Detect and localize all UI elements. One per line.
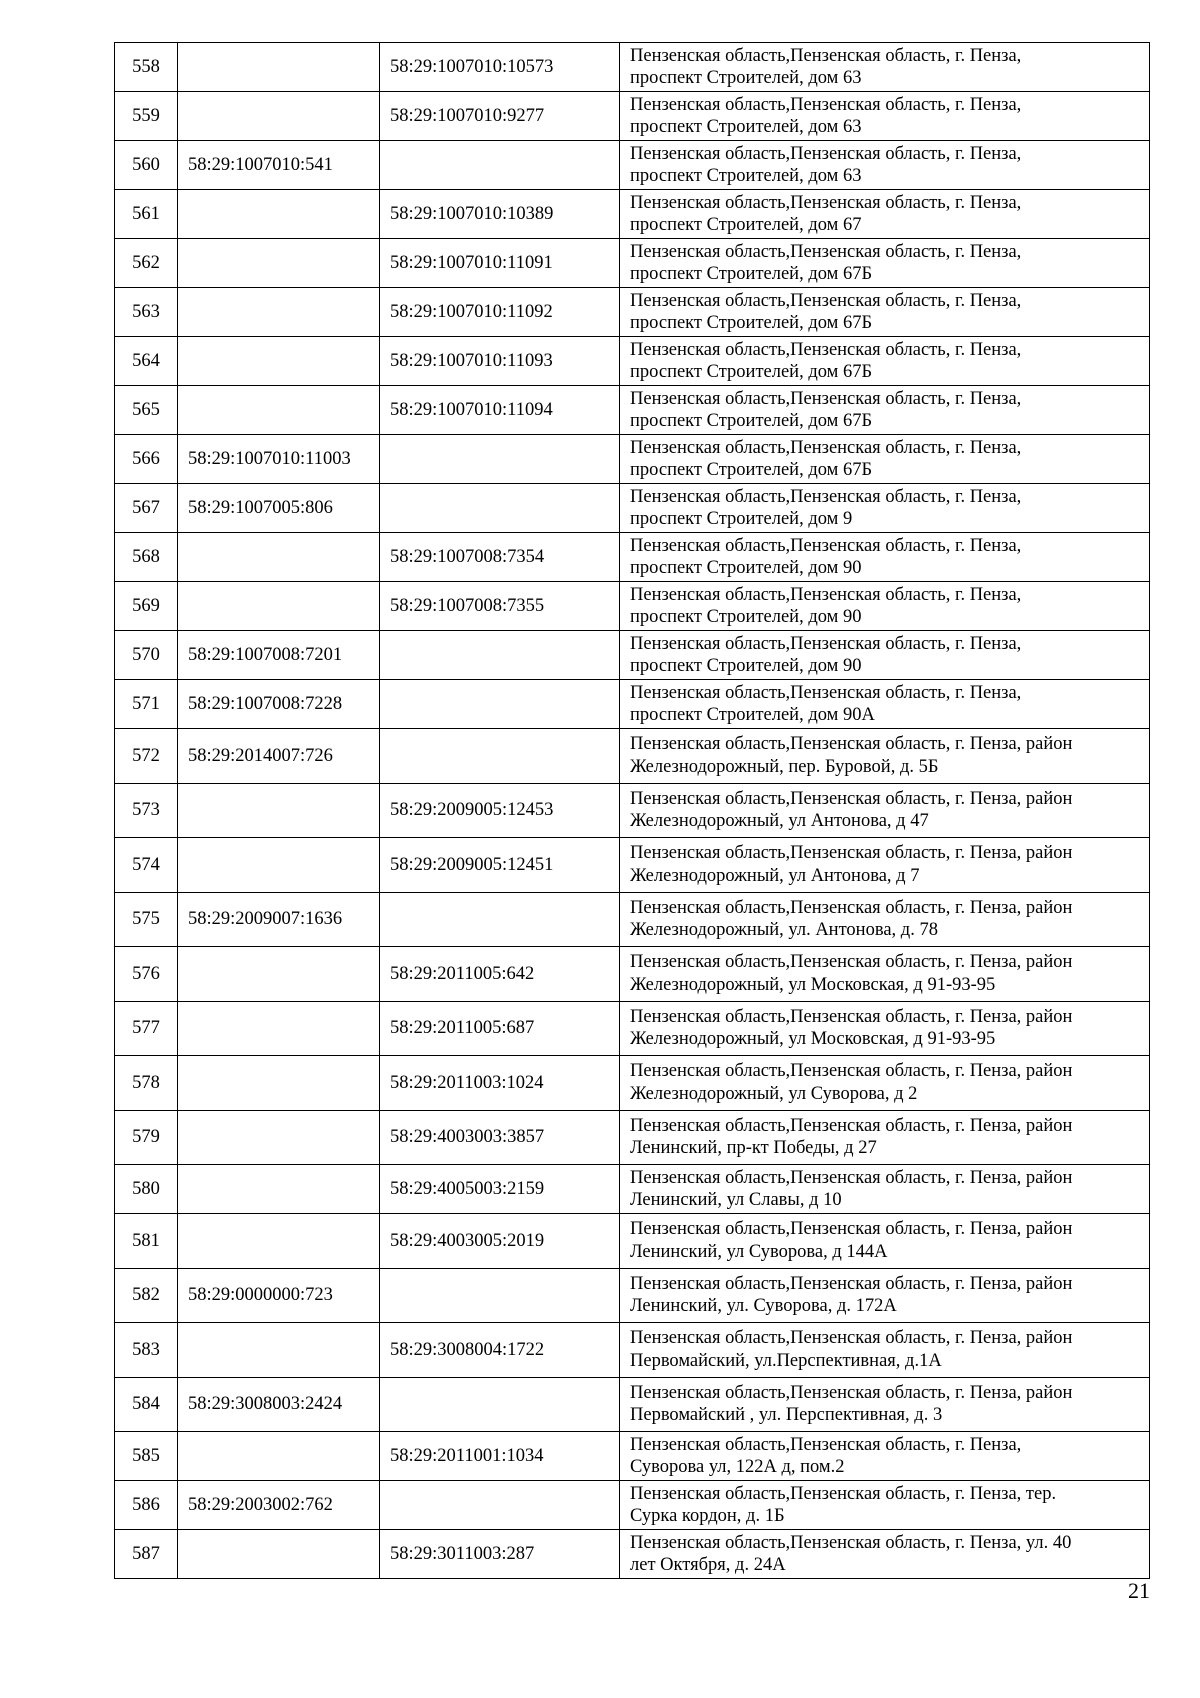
table-row xyxy=(115,1214,1150,1269)
address-line: Пензенская область,Пензенская область, г. Пенза, район xyxy=(630,1382,1073,1403)
cadastral-number-cell-alt: 58:29:1007010:11094 xyxy=(380,386,620,435)
row-number-cell: 566 xyxy=(115,435,178,484)
address-cell xyxy=(620,92,1150,141)
row-number-cell: 581 xyxy=(115,1214,178,1269)
address-line: Суворова ул, 122А д, пом.2 xyxy=(630,1457,845,1477)
table-row xyxy=(115,92,1150,141)
table-row xyxy=(115,141,1150,190)
cadastral-number-cell xyxy=(178,1530,380,1579)
page-number: 21 xyxy=(1128,1578,1150,1603)
cadastral-number-cell-alt xyxy=(380,680,620,729)
cadastral-number-cell-alt xyxy=(380,729,620,784)
address-line: Пензенская область,Пензенская область, г. Пенза, xyxy=(630,94,1022,115)
cadastral-number-cell xyxy=(178,92,380,141)
address-line: Пензенская область,Пензенская область, г. Пенза, район xyxy=(630,734,1073,755)
address-line: Ленинский, пр-кт Победы, д 27 xyxy=(630,1138,877,1159)
cadastral-number-cell-alt: 58:29:1007010:11091 xyxy=(380,239,620,288)
address-line: Пензенская область,Пензенская область, г. Пенза, район xyxy=(630,952,1073,973)
address-line: проспект Строителей, дом 90 xyxy=(630,558,862,578)
cadastral-number-cell-alt: 58:29:3011003:287 xyxy=(380,1530,620,1579)
row-number-cell: 568 xyxy=(115,533,178,582)
table-row xyxy=(115,239,1150,288)
cadastral-number-cell xyxy=(178,190,380,239)
cadastral-number-cell-alt: 58:29:1007010:10389 xyxy=(380,190,620,239)
address-line: Пензенская область,Пензенская область, г. Пенза, xyxy=(630,633,1022,654)
address-line: Железнодорожный, ул Московская, д 91-93-95 xyxy=(630,974,996,995)
address-line: Пензенская область,Пензенская область, г. Пенза, район xyxy=(630,1167,1073,1188)
table-row xyxy=(115,1165,1150,1214)
cadastral-number-cell xyxy=(178,337,380,386)
address-line: проспект Строителей, дом 63 xyxy=(630,117,862,137)
cadastral-number-cell: 58:29:2009007:1636 xyxy=(178,892,380,947)
table-body xyxy=(115,43,1150,1579)
address-line: Железнодорожный, ул. Антонова, д. 78 xyxy=(630,920,938,941)
table-row xyxy=(115,631,1150,680)
address-line: проспект Строителей, дом 90 xyxy=(630,607,862,627)
row-number-cell: 582 xyxy=(115,1268,178,1323)
row-number-cell: 571 xyxy=(115,680,178,729)
address-line: Первомайский, ул.Перспективная, д.1А xyxy=(630,1350,942,1371)
row-number-cell: 580 xyxy=(115,1165,178,1214)
address-cell xyxy=(620,582,1150,631)
cadastral-number-cell xyxy=(178,783,380,838)
address-cell xyxy=(620,947,1150,1002)
row-number-cell: 564 xyxy=(115,337,178,386)
table-row xyxy=(115,435,1150,484)
cadastral-number-cell xyxy=(178,1110,380,1165)
address-cell xyxy=(620,141,1150,190)
cadastral-number-cell-alt xyxy=(380,1481,620,1530)
address-line: Ленинский, ул Славы, д 10 xyxy=(630,1190,842,1210)
address-line: проспект Строителей, дом 9 xyxy=(630,509,853,529)
cadastral-number-cell-alt xyxy=(380,435,620,484)
address-line: Пензенская область,Пензенская область, г. Пенза, xyxy=(630,437,1022,458)
address-line: Железнодорожный, ул Антонова, д 47 xyxy=(630,811,929,832)
address-cell xyxy=(620,239,1150,288)
address-line: проспект Строителей, дом 67Б xyxy=(630,411,873,431)
address-line: проспект Строителей, дом 67Б xyxy=(630,362,873,382)
address-line: проспект Строителей, дом 67Б xyxy=(630,264,873,284)
address-cell xyxy=(620,43,1150,92)
address-cell xyxy=(620,288,1150,337)
cadastral-number-cell xyxy=(178,1432,380,1481)
address-line: Пензенская область,Пензенская область, г. Пенза, xyxy=(630,143,1022,164)
address-line: Пензенская область,Пензенская область, г. Пенза, xyxy=(630,584,1022,605)
cadastral-number-cell: 58:29:2003002:762 xyxy=(178,1481,380,1530)
cadastral-number-cell-alt: 58:29:1007010:10573 xyxy=(380,43,620,92)
table-row xyxy=(115,386,1150,435)
address-cell xyxy=(620,386,1150,435)
cadastral-number-cell-alt xyxy=(380,1377,620,1432)
row-number-cell: 559 xyxy=(115,92,178,141)
address-line: Железнодорожный, пер. Буровой, д. 5Б xyxy=(630,756,939,777)
table-row xyxy=(115,533,1150,582)
table-row xyxy=(115,838,1150,893)
cadastral-number-cell xyxy=(178,288,380,337)
table-row xyxy=(115,288,1150,337)
row-number-cell: 583 xyxy=(115,1323,178,1378)
row-number-cell: 573 xyxy=(115,783,178,838)
address-line: проспект Строителей, дом 90 xyxy=(630,656,862,676)
address-cell xyxy=(620,484,1150,533)
address-line: Пензенская область,Пензенская область, г. Пенза, район xyxy=(630,1006,1073,1027)
address-line: проспект Строителей, дом 67Б xyxy=(630,460,873,480)
row-number-cell: 572 xyxy=(115,729,178,784)
cadastral-number-cell-alt: 58:29:4003005:2019 xyxy=(380,1214,620,1269)
address-line: Пензенская область,Пензенская область, г. Пенза, ул. 40 xyxy=(630,1532,1072,1553)
row-number-cell: 575 xyxy=(115,892,178,947)
row-number-cell: 565 xyxy=(115,386,178,435)
cadastral-number-cell-alt: 58:29:3008004:1722 xyxy=(380,1323,620,1378)
address-line: Пензенская область,Пензенская область, г. Пенза, район xyxy=(630,1061,1073,1082)
table-row xyxy=(115,484,1150,533)
address-line: Пензенская область,Пензенская область, г. Пенза, xyxy=(630,1434,1022,1455)
row-number-cell: 578 xyxy=(115,1056,178,1111)
cadastral-number-cell-alt: 58:29:1007010:11092 xyxy=(380,288,620,337)
cadastral-number-cell xyxy=(178,533,380,582)
cadastral-number-cell-alt: 58:29:4003003:3857 xyxy=(380,1110,620,1165)
address-cell xyxy=(620,1110,1150,1165)
address-line: проспект Строителей, дом 90А xyxy=(630,705,875,725)
table-row xyxy=(115,729,1150,784)
table-row xyxy=(115,1481,1150,1530)
table-row xyxy=(115,680,1150,729)
address-line: проспект Строителей, дом 67 xyxy=(630,215,862,235)
address-cell xyxy=(620,631,1150,680)
cadastral-number-cell: 58:29:1007008:7201 xyxy=(178,631,380,680)
table-row xyxy=(115,190,1150,239)
address-cell xyxy=(620,1323,1150,1378)
cadastral-number-cell-alt xyxy=(380,484,620,533)
cadastral-number-cell xyxy=(178,1323,380,1378)
address-line: Пензенская область,Пензенская область, г. Пенза, xyxy=(630,192,1022,213)
cadastral-number-cell xyxy=(178,1214,380,1269)
cadastral-number-cell-alt: 58:29:1007010:9277 xyxy=(380,92,620,141)
row-number-cell: 574 xyxy=(115,838,178,893)
address-cell xyxy=(620,680,1150,729)
table-row xyxy=(115,1056,1150,1111)
cadastral-number-cell-alt: 58:29:2011003:1024 xyxy=(380,1056,620,1111)
table-row xyxy=(115,1001,1150,1056)
cadastral-number-cell-alt: 58:29:2009005:12453 xyxy=(380,783,620,838)
address-line: Пензенская область,Пензенская область, г. Пенза, район xyxy=(630,1115,1073,1136)
address-line: Пензенская область,Пензенская область, г. Пенза, район xyxy=(630,1328,1073,1349)
row-number-cell: 570 xyxy=(115,631,178,680)
cadastral-number-cell xyxy=(178,838,380,893)
address-line: Железнодорожный, ул Московская, д 91-93-95 xyxy=(630,1029,996,1050)
address-line: Пензенская область,Пензенская область, г. Пенза, xyxy=(630,241,1022,262)
address-line: Пензенская область,Пензенская область, г. Пенза, xyxy=(630,682,1022,703)
address-line: Пензенская область,Пензенская область, г. Пенза, район xyxy=(630,1219,1073,1240)
address-cell xyxy=(620,1001,1150,1056)
cadastral-number-cell: 58:29:1007010:541 xyxy=(178,141,380,190)
address-cell xyxy=(620,892,1150,947)
cadastral-number-cell xyxy=(178,582,380,631)
cadastral-number-cell: 58:29:1007005:806 xyxy=(178,484,380,533)
cadastral-number-cell-alt: 58:29:1007010:11093 xyxy=(380,337,620,386)
cadastral-number-cell-alt: 58:29:2011005:642 xyxy=(380,947,620,1002)
address-cell xyxy=(620,1056,1150,1111)
table-row xyxy=(115,582,1150,631)
address-line: Пензенская область,Пензенская область, г. Пенза, тер. xyxy=(630,1483,1057,1504)
row-number-cell: 561 xyxy=(115,190,178,239)
table-row xyxy=(115,1268,1150,1323)
address-cell xyxy=(620,783,1150,838)
address-line: Пензенская область,Пензенская область, г. Пенза, район xyxy=(630,843,1073,864)
address-cell xyxy=(620,337,1150,386)
address-line: лет Октября, д. 24А xyxy=(630,1555,786,1575)
row-number-cell: 586 xyxy=(115,1481,178,1530)
cadastral-number-cell: 58:29:3008003:2424 xyxy=(178,1377,380,1432)
cadastral-number-cell-alt: 58:29:2009005:12451 xyxy=(380,838,620,893)
cadastral-number-cell-alt: 58:29:2011005:687 xyxy=(380,1001,620,1056)
table-row xyxy=(115,337,1150,386)
address-cell xyxy=(620,435,1150,484)
cadastral-number-cell-alt: 58:29:1007008:7355 xyxy=(380,582,620,631)
address-line: Пензенская область,Пензенская область, г. Пенза, xyxy=(630,290,1022,311)
table-row xyxy=(115,1323,1150,1378)
address-line: Пензенская область,Пензенская область, г. Пенза, район xyxy=(630,1273,1073,1294)
address-line: Пензенская область,Пензенская область, г. Пенза, xyxy=(630,486,1022,507)
row-number-cell: 560 xyxy=(115,141,178,190)
table-row xyxy=(115,947,1150,1002)
row-number-cell: 567 xyxy=(115,484,178,533)
row-number-cell: 579 xyxy=(115,1110,178,1165)
table-row xyxy=(115,1377,1150,1432)
table-row xyxy=(115,783,1150,838)
address-line: Ленинский, ул. Суворова, д. 172А xyxy=(630,1296,897,1317)
cadastral-number-cell-alt xyxy=(380,631,620,680)
row-number-cell: 562 xyxy=(115,239,178,288)
table-row xyxy=(115,43,1150,92)
address-cell xyxy=(620,838,1150,893)
table-row xyxy=(115,892,1150,947)
cadastral-number-cell xyxy=(178,386,380,435)
address-cell xyxy=(620,1481,1150,1530)
cadastral-number-cell xyxy=(178,239,380,288)
address-line: Первомайский , ул. Перспективная, д. 3 xyxy=(630,1405,943,1426)
table-row xyxy=(115,1432,1150,1481)
row-number-cell: 563 xyxy=(115,288,178,337)
address-cell xyxy=(620,1268,1150,1323)
address-cell xyxy=(620,1165,1150,1214)
address-cell xyxy=(620,1432,1150,1481)
address-cell xyxy=(620,729,1150,784)
cadastral-number-cell xyxy=(178,1165,380,1214)
address-cell xyxy=(620,190,1150,239)
cadastral-number-cell-alt xyxy=(380,1268,620,1323)
cadastral-number-cell xyxy=(178,43,380,92)
cadastral-number-cell-alt xyxy=(380,892,620,947)
cadastral-number-cell xyxy=(178,947,380,1002)
row-number-cell: 587 xyxy=(115,1530,178,1579)
table-row xyxy=(115,1110,1150,1165)
cadastral-number-cell: 58:29:2014007:726 xyxy=(178,729,380,784)
address-cell xyxy=(620,1530,1150,1579)
row-number-cell: 577 xyxy=(115,1001,178,1056)
address-line: проспект Строителей, дом 63 xyxy=(630,166,862,186)
cadastral-number-cell xyxy=(178,1056,380,1111)
address-line: Сурка кордон, д. 1Б xyxy=(630,1506,785,1526)
row-number-cell: 576 xyxy=(115,947,178,1002)
cadastral-number-cell-alt xyxy=(380,141,620,190)
address-line: Ленинский, ул Суворова, д 144А xyxy=(630,1241,888,1262)
address-line: Пензенская область,Пензенская область, г. Пенза, xyxy=(630,388,1022,409)
cadastral-number-cell xyxy=(178,1001,380,1056)
row-number-cell: 558 xyxy=(115,43,178,92)
address-line: проспект Строителей, дом 67Б xyxy=(630,313,873,333)
cadastral-number-cell-alt: 58:29:1007008:7354 xyxy=(380,533,620,582)
address-cell xyxy=(620,1214,1150,1269)
table-row xyxy=(115,1530,1150,1579)
cadastral-number-cell: 58:29:1007010:11003 xyxy=(178,435,380,484)
row-number-cell: 569 xyxy=(115,582,178,631)
address-line: Железнодорожный, ул Суворова, д 2 xyxy=(630,1083,918,1104)
address-line: проспект Строителей, дом 63 xyxy=(630,68,862,88)
address-line: Пензенская область,Пензенская область, г. Пенза, район xyxy=(630,788,1073,809)
property-table xyxy=(114,42,1150,1579)
row-number-cell: 584 xyxy=(115,1377,178,1432)
cadastral-number-cell-alt: 58:29:2011001:1034 xyxy=(380,1432,620,1481)
row-number-cell: 585 xyxy=(115,1432,178,1481)
address-cell xyxy=(620,533,1150,582)
address-line: Пензенская область,Пензенская область, г. Пенза, xyxy=(630,45,1022,66)
cadastral-number-cell-alt: 58:29:4005003:2159 xyxy=(380,1165,620,1214)
address-line: Пензенская область,Пензенская область, г. Пенза, xyxy=(630,535,1022,556)
address-line: Пензенская область,Пензенская область, г. Пенза, район xyxy=(630,897,1073,918)
address-line: Железнодорожный, ул Антонова, д 7 xyxy=(630,865,920,886)
cadastral-number-cell: 58:29:1007008:7228 xyxy=(178,680,380,729)
address-cell xyxy=(620,1377,1150,1432)
cadastral-number-cell: 58:29:0000000:723 xyxy=(178,1268,380,1323)
address-line: Пензенская область,Пензенская область, г. Пенза, xyxy=(630,339,1022,360)
